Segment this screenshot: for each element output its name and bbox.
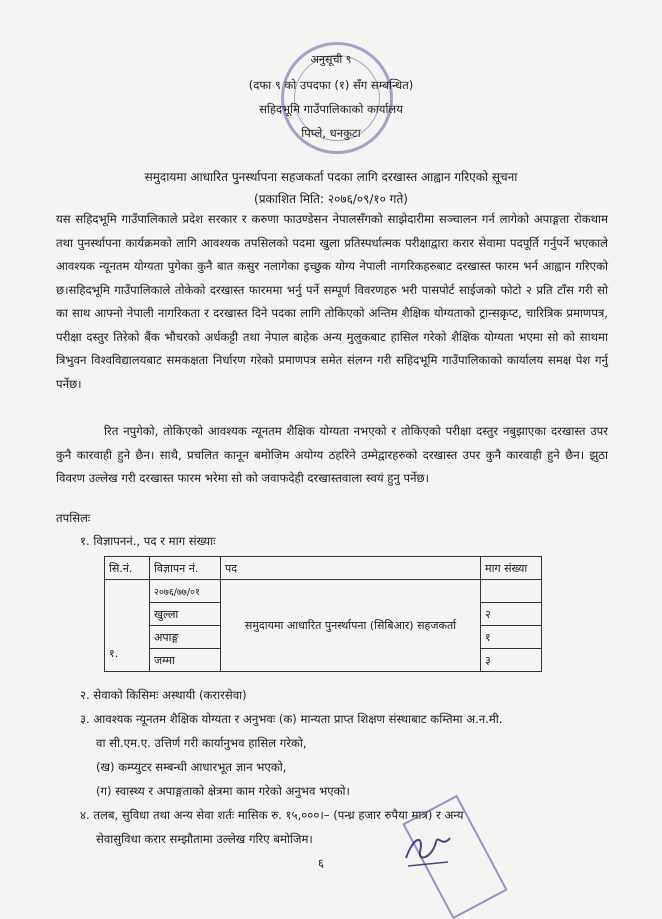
page-number: ६	[318, 856, 324, 870]
category-disabled: अपाङ्ग	[150, 626, 221, 649]
col-count-header: माग संख्या	[481, 557, 542, 580]
office-name: सहिदभूमि गाउँपालिकाको कार्यालय	[259, 102, 403, 116]
item-4-line-1: ४. तलब, सुविधा तथा अन्य सेवा शर्तः मासिक रु. १५,०००।– (पन्ध्र हजार रुपैया मात्र) र अन्य	[80, 808, 464, 822]
annex-label: अनुसूची ९	[310, 53, 352, 66]
category-total: जम्मा	[150, 649, 221, 672]
tapsil-heading: तपसिलः	[56, 511, 91, 525]
item-3-line-1: ३. आवश्यक न्यूनतम शैक्षिक योग्यता र अनुभवः (क) मान्यता प्राप्त शिक्षण संस्थाबाट कम्तिमा अ.न.मी.	[80, 712, 503, 726]
ad-number-cell: २०७६/७७/०१	[150, 580, 221, 603]
item-3-line-4: (ग) स्वास्थ्य र अपाङ्गताको क्षेत्रमा काम गरेको अनुभव भएको।	[96, 784, 350, 798]
publish-date: (प्रकाशित मिति: २०७६/०९/१० गते)	[254, 192, 408, 206]
table-row	[105, 580, 542, 603]
count-cell-blank	[481, 580, 542, 603]
category-open: खुल्ला	[150, 603, 221, 626]
count-disabled: १	[481, 626, 542, 649]
office-location: पिप्ले, धनकुटा	[301, 126, 361, 140]
item-3-line-2: वा सी.एम.ए. उत्तिर्ण गरी कार्यानुभव हासिल गरेको,	[96, 736, 307, 750]
count-total: ३	[481, 649, 542, 672]
body-paragraph-1: यस सहिदभूमि गाउँपालिकाले प्रदेश सरकार र करुणा फाउण्डेसन नेपालसँगको साझेदारीमा सञ्चालन गर्न लागेको अपाङ्गता रोकथाम तथा पुनर्स्थापना कार्यक्रमको लागि आवश्यक तपसिलको पदमा खुला प्रतिस्पर्धात्मक परीक्षाद्वारा करार सेवामा पदपूर्ति गर्नुपर्ने भएकाले आवश्यक न्यूनतम योग्यता पुगेका कुनै बात कसुर नलागेका इच्छुक योग्य नेपाली नागरिकहरुबाट दरखास्त फारम भर्न आह्वान गरिएको छ।सहिदभूमि गाउँपालिकाले तोकेको दरखास्त फारममा भर्नु पर्ने सम्पूर्ण विवरणहरु भरी पासपोर्ट साईजको फोटो २ प्रति टाँस गरी सो का साथ आफ्नो नेपाली नागरिकता र दरखास्त दिने पदका लागि तोकिएको अन्तिम शैक्षिक योग्यताको ट्रान्सक्रृप्ट, चारित्रिक प्रमाणपत्र, परीक्षा दस्तुर तिरेको बैंक भौचरको अर्धकट्टी तथा नेपाल बाहेक अन्य मुलुकबाट हासिल गरेको शैक्षिक योग्यता भएमा सो को साथमा त्रिभुवन विश्वविद्यालयबाट समकक्षता निर्धारण गरेको प्रमाणपत्र समेत संलग्न गरी सहिदभूमि गाउँपालिकाको कार्यालय समक्ष पेश गर्नु पर्नेछ।	[56, 212, 608, 391]
count-open: २	[481, 603, 542, 626]
serial-cell: १.	[105, 580, 150, 672]
body-paragraph-2: रित नपुगेको, तोकिएको आवश्यक न्यूनतम शैक्षिक योग्यता नभएको र तोकिएको परीक्षा दस्तुर नबुझाएका दरखास्त उपर कुनै कारवाही हुने छैन। साथै, प्रचलित कानून बमोजिम अयोग्य ठहरिने उम्मेद्वारहरुको दरखास्त उपर कुनै कारवाही हुने छैन। झुठा विवरण उल्लेख गरी दरखास्त फारम भरेमा सो को जवाफदेही दरखास्तवाला स्वयं हुनु पर्नेछ।	[56, 424, 609, 485]
item-1-heading: १. विज्ञापननं., पद र माग संख्याः	[80, 534, 216, 548]
notice-title: समुदायमा आधारित पुनर्स्थापना सहजकर्ता पदका लागि दरखास्त आह्वान गरिएको सूचना	[144, 170, 518, 184]
item-3-line-3: (ख) कम्प्युटर सम्बन्धी आधारभूत ज्ञान भएको,	[96, 760, 287, 774]
item-2-service-type: २. सेवाको किसिमः अस्थायी (करारसेवा)	[80, 688, 247, 702]
col-adno-header: विज्ञापन नं.	[150, 557, 221, 580]
item-4-line-2: सेवासुविधा करार सम्झौतामा उल्लेख गरिए बमोजिम।	[96, 832, 313, 846]
signature	[402, 828, 454, 872]
section-reference: (दफा ९ को उपदफा (१) सँग सम्बन्धित)	[248, 78, 414, 92]
col-serial-header: सि.नं.	[105, 557, 150, 580]
vacancy-table	[104, 556, 542, 672]
table-header-row	[105, 557, 542, 580]
post-cell: समुदायमा आधारित पुनर्स्थापना (सिबिआर) सहजकर्ता	[221, 580, 481, 672]
col-post-header: पद	[221, 557, 481, 580]
